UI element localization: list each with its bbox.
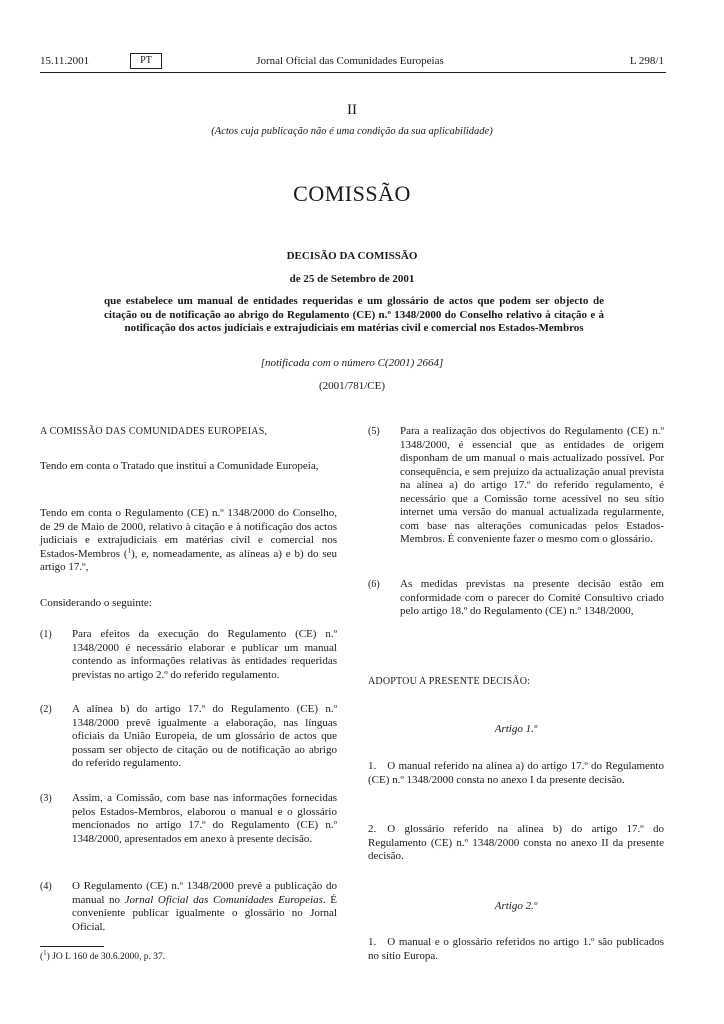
article-2-heading: Artigo 2.º	[494, 900, 538, 912]
adoption-heading: ADOPTOU A PRESENTE DECISÃO:	[368, 676, 531, 687]
notification-number: [notificada com o número C(2001) 2664]	[260, 357, 444, 369]
header-date: 15.11.2001	[40, 55, 90, 67]
recital-number: (4)	[40, 881, 52, 892]
recital-1	[40, 628, 337, 688]
article-1-para-2: 2. O glossário referido na alínea b) do artigo 17.º do Regulamento (CE) n.º 1348/2000 consta no anexo II da presente decisão.	[368, 823, 664, 862]
footnote-ref: 1	[127, 545, 132, 554]
document-reference: (2001/781/CE)	[319, 380, 385, 392]
recital-text	[72, 880, 337, 934]
right-column	[368, 425, 664, 985]
citation-regulation	[40, 507, 337, 575]
page-number: L 298/1	[629, 55, 664, 67]
citation-regulation-text-end: ), e, nomeadamente, as alíneas a) e b) do seu artigo 17.º,	[40, 547, 337, 573]
journal-name-italic: Jornal Oficial das Comunidades Europeias	[124, 893, 323, 906]
recital-3	[40, 792, 337, 867]
article-1-para-1: 1. O manual referido na alínea a) do artigo 17.º do Regulamento (CE) n.º 1348/2000 consta no anexo I da presente decisão.	[368, 760, 664, 786]
recital-text-part: O Regulamento (CE) n.º 1348/2000 prevê a publicação do manual no	[72, 880, 337, 906]
recital-number: (3)	[40, 793, 52, 804]
recital-4	[40, 880, 337, 942]
whereas-heading: Considerando o seguinte:	[40, 597, 152, 609]
recital-2	[40, 703, 337, 778]
article-2-para-1: 1. O manual e o glossário referidos no artigo 1.º são publicados no sítio Europa.	[368, 936, 664, 962]
citation-treaty: Tendo em conta o Tratado que institui a Comunidade Europeia,	[40, 460, 319, 472]
recital-text: Para a realização dos objectivos do Regulamento (CE) n.º 1348/2000, é essencial que as entidades de origem disponham de um manual o mais actualizado possível. Por consequência, e sem prejuízo da actualização anual prevista na alínea a) do artigo 17.º do referido regulamento, é necessário que a Comissão torne acessível no seu sítio internet uma versão do manual actualizada regularmente, com base nas alterações comunicadas pelos Estados-Membros. É conveniente fazer o mesmo com o glossário.	[400, 425, 664, 545]
left-column	[40, 425, 337, 945]
recital-number: (2)	[40, 704, 52, 715]
part-note: (Actos cuja publicação não é uma condição da sua aplicabilidade)	[211, 126, 493, 137]
language-badge: PT	[130, 53, 162, 69]
footnote-text: JO L 160 de 30.6.2000, p. 37.	[49, 952, 166, 962]
page-header	[0, 53, 724, 71]
document-date: de 25 de Setembro de 2001	[289, 273, 415, 285]
footnote-number: 1	[43, 948, 47, 957]
institution-heading: COMISSÃO	[293, 181, 411, 206]
header-rule	[40, 72, 666, 73]
recital-text: A alínea b) do artigo 17.º do Regulamento (CE) n.º 1348/2000 prevê igualmente a elaboração, nas línguas oficiais da União Europeia, de um glossário de actos que possam ser objecto de citação ou de notificação ao abrigo do referido regulamento.	[72, 703, 337, 769]
document-type: DECISÃO DA COMISSÃO	[286, 250, 418, 262]
recital-text: As medidas previstas na presente decisão estão em conformidade com o parecer do Comité Consultivo criado pelo artigo 18.º do Regulamento (CE) n.º 1348/2000,	[400, 578, 664, 617]
footnote: ($^1$) JO L 160 de 30.6.2000, p. 37.	[40, 948, 166, 962]
citation-regulation-text: Tendo em conta o Regulamento (CE) n.º 1348/2000 do Conselho, de 29 de Maio de 2000, relativo à citação e à notificação dos actos judiciais e extrajudiciais em matérias civil e comercial nos Estados-Membros (	[40, 507, 337, 560]
recital-number: (5)	[368, 426, 380, 437]
article-1-heading: Artigo 1.º	[494, 723, 538, 735]
recital-number: (1)	[40, 629, 52, 640]
recital-6	[368, 578, 664, 623]
journal-title: Jornal Oficial das Comunidades Europeias	[256, 55, 444, 67]
preamble-intro: A COMISSÃO DAS COMUNIDADES EUROPEIAS,	[40, 426, 268, 437]
recital-5	[368, 425, 664, 560]
footnote-rule	[40, 946, 104, 947]
part-number: II	[347, 102, 357, 118]
recital-text: Assim, a Comissão, com base nas informações fornecidas pelos Estados-Membros, elaborou o manual e o glossário mencionados no artigo 17.º do Regulamento (CE) n.º 1348/2000, apresentados em anexo à presente decisão.	[72, 792, 337, 845]
recital-text: Para efeitos da execução do Regulamento (CE) n.º 1348/2000 é necessário elaborar e publicar um manual contendo as informações relativas às entidades requeridas previstas no artigo 2.º do referido regulamento.	[72, 628, 337, 681]
recital-text-part: . É conveniente publicar igualmente o glossário no Jornal Oficial.	[72, 893, 337, 933]
recital-number: (6)	[368, 579, 380, 590]
document-title: que estabelece um manual de entidades requeridas e um glossário de actos que podem ser objecto de citação ou de notificação ao abrigo do Regulamento (CE) n.º 1348/2000 do Conselho relativo à citação e à notificação dos actos judiciais e extrajudiciais em matérias civil e comercial nos Estados-Membros	[104, 295, 604, 334]
